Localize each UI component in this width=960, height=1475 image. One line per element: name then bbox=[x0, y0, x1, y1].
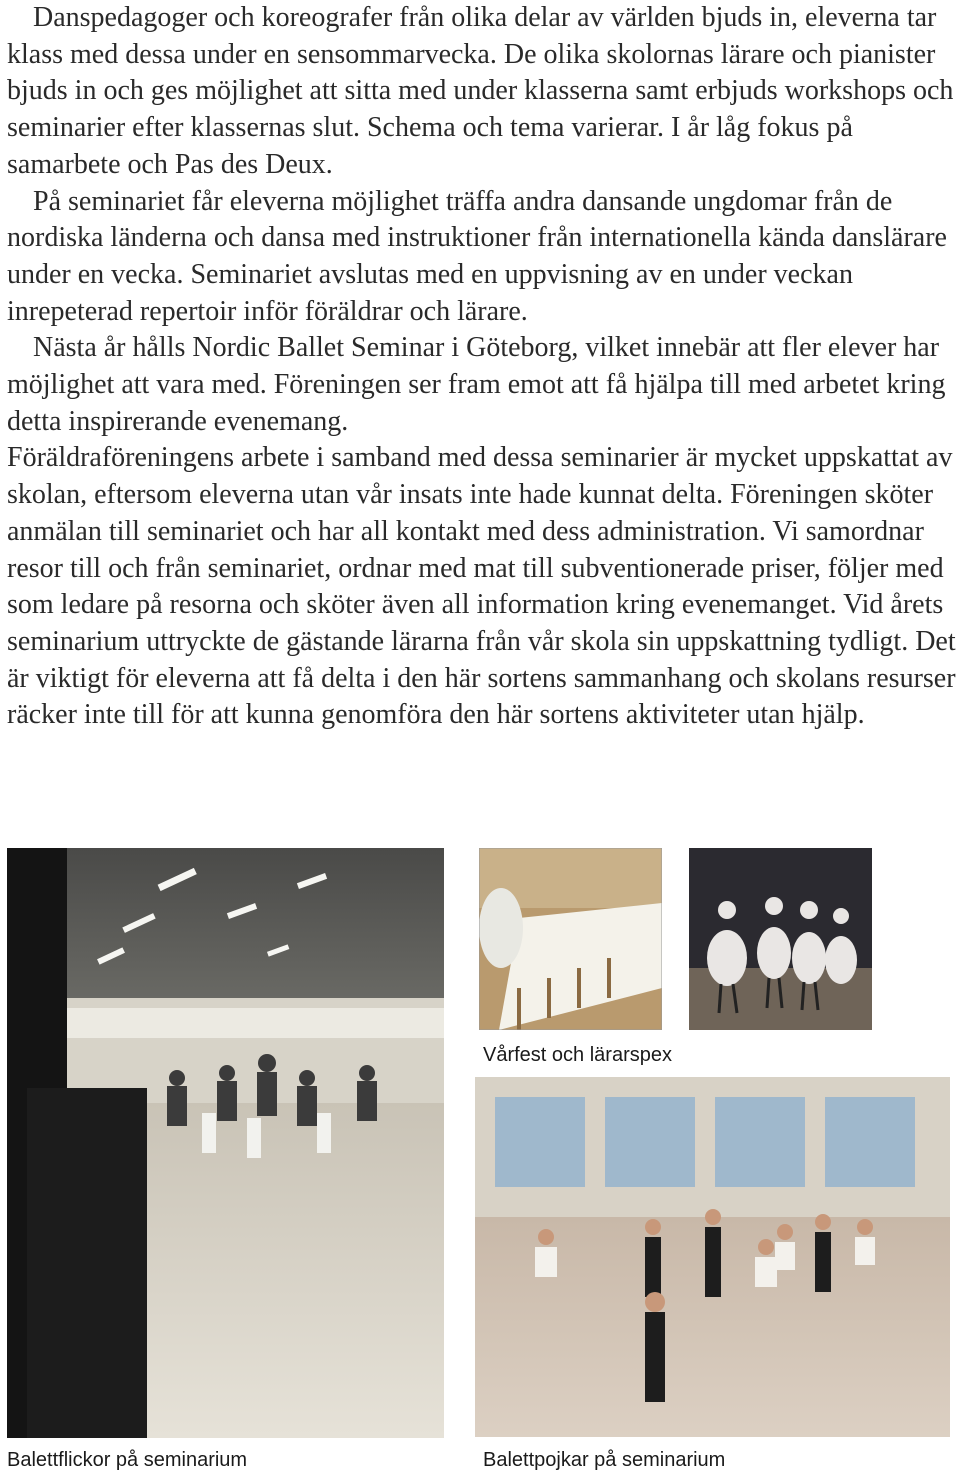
caption-boys: Balettpojkar på seminarium bbox=[483, 1449, 726, 1471]
paragraph-3: Nästa år hålls Nordic Ballet Seminar i Göteborg, vilket innebär att fler elever har möjlighet att vara med. Föreningen ser fram emot att få hjälpa till med arbetet kring detta inspirerande evenemang. bbox=[7, 332, 946, 437]
ballet-boys-photo bbox=[475, 1077, 950, 1437]
body-text bbox=[7, 0, 959, 734]
paragraph-2: På seminariet får eleverna möjlighet träffa andra dansande ungdomar från de nordiska länderna och dansa med instruktioner från internationella kända danslärare under en vecka. Seminariet avslutas med en uppvisning av en under veckan inrepeterad repertoir inför föräldrar och lärare. bbox=[7, 185, 947, 327]
paragraph-1: Danspedagoger och koreografer från olika delar av världen bjuds in, eleverna tar klass med dessa under en sensommarvecka. De olika skolornas lärare och pianister bjuds in och ges möjlighet att sitta med under klasserna samt erbjuds workshops och seminarier efter klassernas slut. Schema och tema varierar. I år låg fokus på samarbete och Pas des Deux. bbox=[7, 2, 954, 180]
banquet-table-photo bbox=[479, 848, 662, 1030]
teachers-spex-photo bbox=[689, 848, 872, 1030]
paragraph-4: Föräldraföreningens arbete i samband med dessa seminarier är mycket uppskattat av skolan, eftersom eleverna utan vår insats inte hade kunnat delta. Föreningen sköter anmälan till seminariet och har all kontakt med dess administration. Vi samordnar resor till och från seminariet, ordnar med mat till subventionerade priser, följer med som ledare på resorna och sköter även all information kring evenemanget. Vid årets seminarium uttryckte de gästande lärarna från vår skola sin uppskattning tydligt. Det är viktigt för eleverna att få delta i den här sortens sammanhang och skolans resurser räcker inte till för att kunna genomföra den här sortens aktiviteter utan hjälp. bbox=[7, 442, 956, 731]
caption-party: Vårfest och lärarspex bbox=[483, 1044, 672, 1066]
ballet-girls-photo bbox=[7, 848, 444, 1438]
caption-girls: Balettflickor på seminarium bbox=[7, 1449, 248, 1471]
